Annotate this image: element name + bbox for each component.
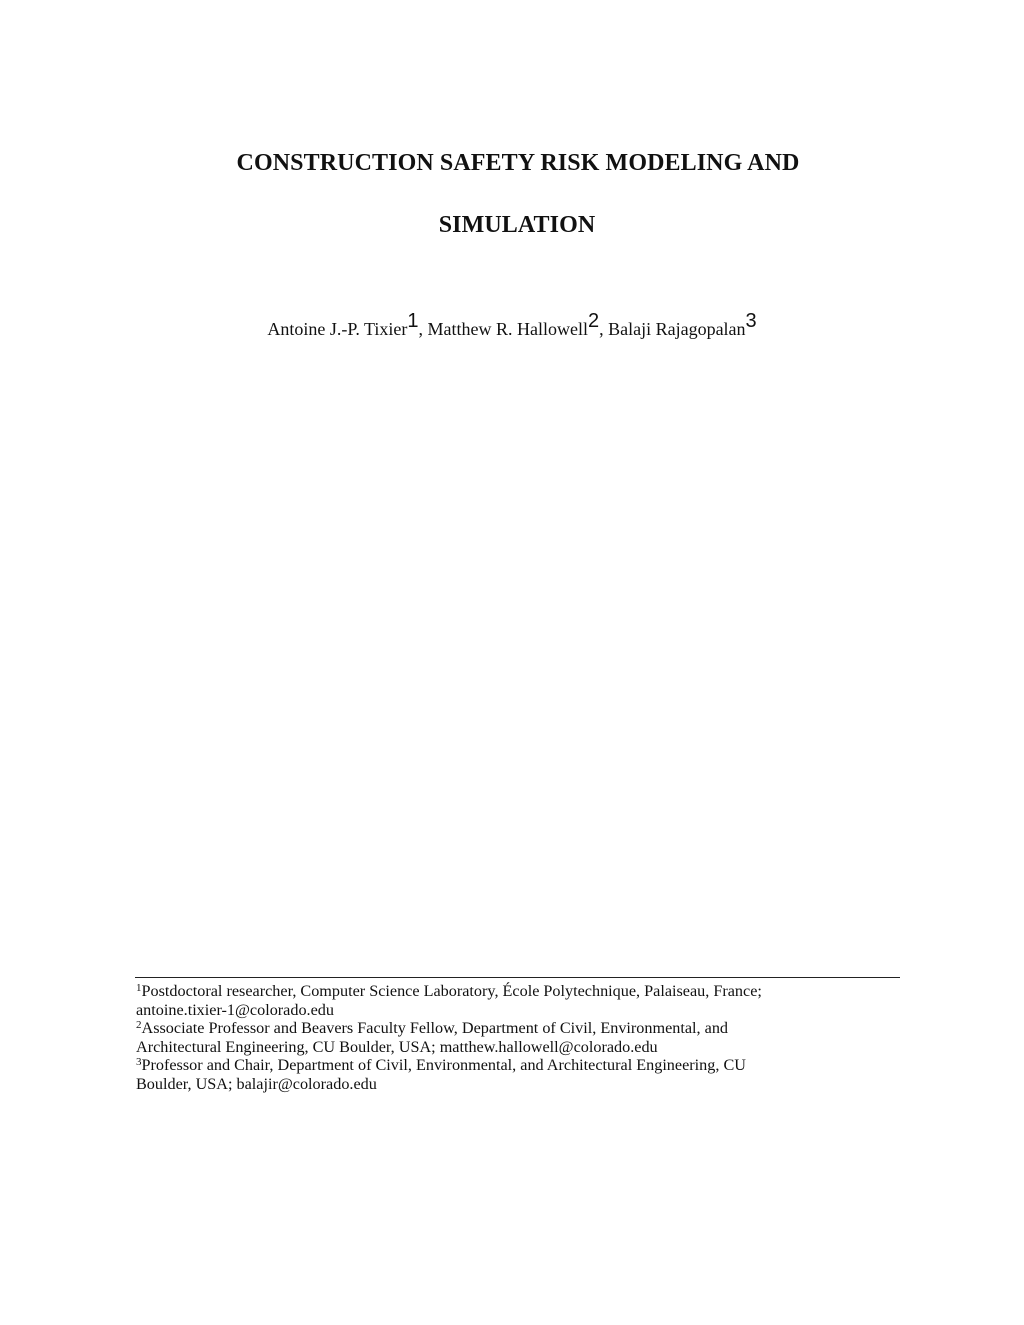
footnote-mark: 1 bbox=[136, 982, 142, 994]
footnote-1 bbox=[136, 982, 876, 1019]
footnote-2 bbox=[136, 1019, 876, 1056]
author-name: Antoine J.-P. Tixier bbox=[267, 319, 408, 339]
footnote-text-continued: Architectural Engineering, CU Boulder, USA; matthew.hallowell@colorado.edu bbox=[136, 1037, 658, 1056]
footnote-text: Postdoctoral researcher, Computer Science Laboratory, École Polytechnique, Palaiseau, France; bbox=[141, 982, 762, 1000]
author-affiliation-mark: 3 bbox=[745, 310, 757, 332]
author-separator: , bbox=[599, 319, 609, 339]
footnote-3 bbox=[136, 1056, 876, 1093]
paper-title-line-2: SIMULATION bbox=[438, 212, 596, 238]
footnote-text: Professor and Chair, Department of Civil, Environmental, and Architectural Engineering, CU bbox=[141, 1056, 746, 1075]
author-list bbox=[0, 310, 1024, 340]
author-separator: , bbox=[418, 319, 428, 339]
footnote-mark: 2 bbox=[136, 1019, 142, 1032]
paper-title-line-1: CONSTRUCTION SAFETY RISK MODELING AND bbox=[236, 150, 800, 176]
footnotes bbox=[136, 982, 876, 1094]
footnote-mark: 3 bbox=[136, 1056, 142, 1069]
footnote-text-continued: antoine.tixier-1@colorado.edu bbox=[136, 1000, 334, 1019]
footnote-text-continued: Boulder, USA; balajir@colorado.edu bbox=[136, 1074, 377, 1093]
author-affiliation-mark: 2 bbox=[587, 310, 600, 332]
author-name: Matthew R. Hallowell bbox=[427, 319, 588, 339]
footnote-divider bbox=[135, 977, 900, 978]
footnote-text: Associate Professor and Beavers Faculty Fellow, Department of Civil, Environmental, and bbox=[141, 1019, 729, 1038]
author-name: Balaji Rajagopalan bbox=[608, 319, 746, 339]
author-affiliation-mark: 1 bbox=[407, 310, 419, 332]
